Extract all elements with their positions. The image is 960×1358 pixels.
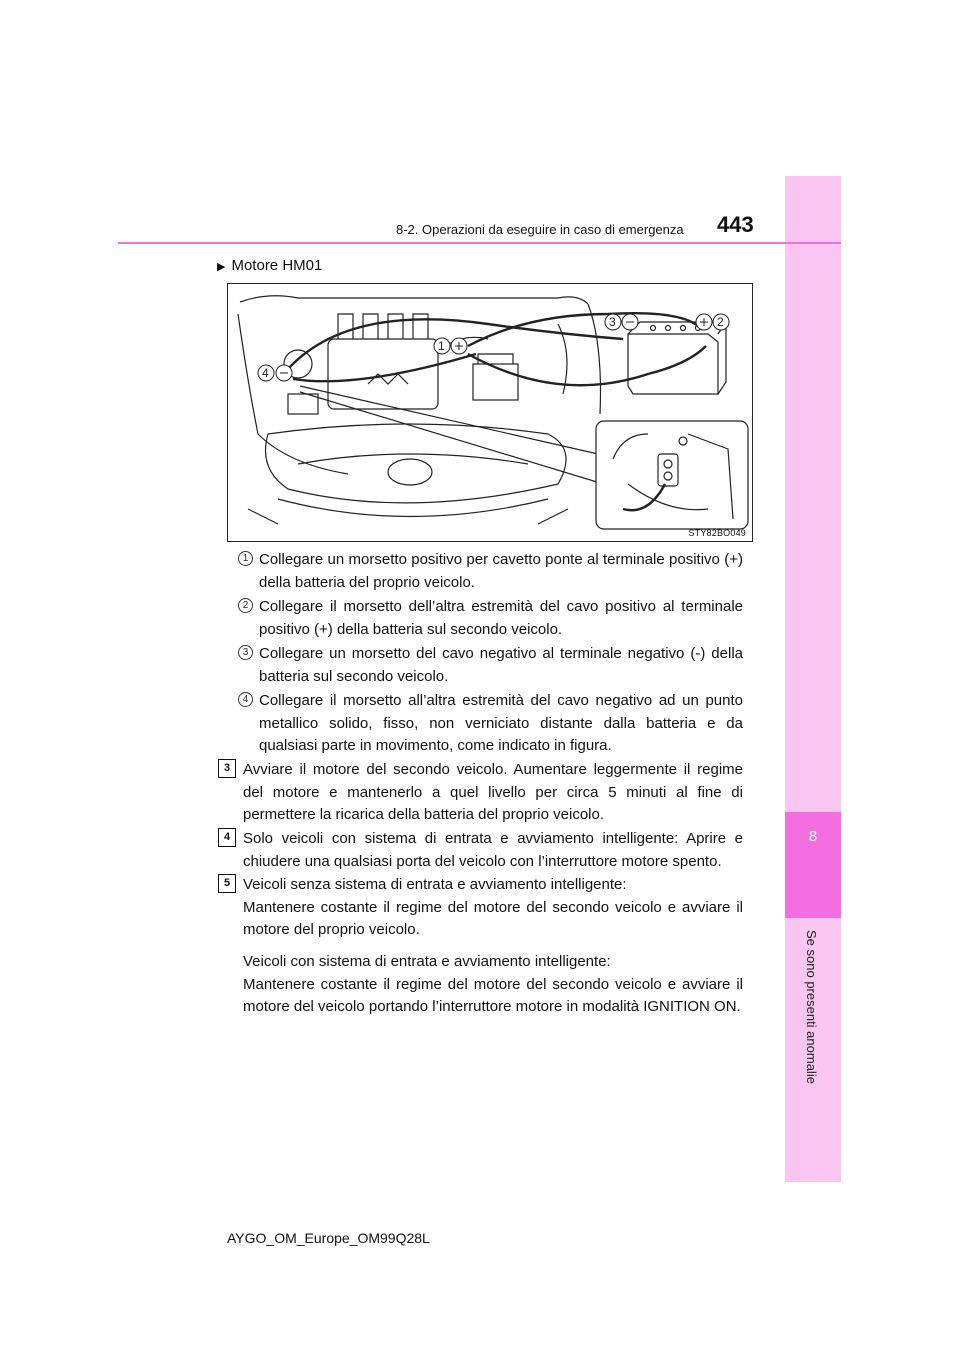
step-instruction: Mantenere costante il regime del motore del secondo veicolo e avviare il motore del proprio veicolo. (243, 898, 743, 938)
sub-step-text: Collegare un morsetto del cavo negativo al terminale negativo (-) della batteria sul secondo veicolo. (259, 645, 743, 685)
sub-step-text: Collegare il morsetto dell’altra estremità del cavo positivo al terminale positivo (+) della batteria sul secondo veicolo. (259, 598, 743, 638)
svg-text:2: 2 (717, 315, 724, 329)
subheading-text: Motore HM01 (231, 257, 323, 274)
engine-bay-illustration (227, 283, 753, 542)
section-title: 8-2. Operazioni da eseguire in caso di emergenza (396, 222, 684, 237)
step-instruction: Mantenere costante il regime del motore del secondo veicolo e avviare il motore del veicolo portando l’interruttore motore in modalità IGNITION ON. (243, 975, 743, 1015)
engine-bay-drawing (228, 284, 753, 542)
subheading (217, 257, 322, 274)
sub-step-marker: 4 (238, 692, 253, 707)
chapter-name: Se sono presenti anomalie (804, 930, 819, 1084)
header-rule (118, 242, 841, 244)
sub-step-marker: 1 (238, 551, 253, 566)
sub-step-text: Collegare il morsetto all’altra estremità del cavo negativo ad un punto metallico solido, fisso, non verniciato distante dalla batteria e da qualsiasi parte in movimento, come indicato in figura. (259, 692, 743, 754)
step-condition: Veicoli senza sistema di entrata e avviamento intelligente: (243, 876, 627, 893)
step-number-box: 5 (218, 874, 236, 893)
page-number: 443 (717, 212, 754, 237)
figure-code: STY82BO049 (688, 528, 746, 538)
sub-step-marker: 3 (238, 645, 253, 660)
triangle-bullet-icon: ▶ (217, 261, 226, 273)
svg-text:1: 1 (438, 339, 445, 353)
step-extra-text (243, 951, 743, 1019)
step-text: Avviare il motore del secondo veicolo. Aumentare leggermente il regime del motore e mantenerlo a quel livello per circa 5 minuti al fine di permettere la ricarica della batteria del proprio veicolo. (243, 761, 743, 823)
chapter-number: 8 (808, 828, 818, 845)
sub-step-marker: 2 (238, 598, 253, 613)
step-text (243, 874, 743, 942)
sub-step-text: Collegare un morsetto positivo per cavetto ponte al terminale positivo (+) della batteria del proprio veicolo. (259, 551, 743, 591)
document-code-footer: AYGO_OM_Europe_OM99Q28L (227, 1230, 430, 1246)
step-number-box: 4 (218, 828, 236, 847)
step-text: Solo veicoli con sistema di entrata e avviamento intelligente: Aprire e chiudere una qualsiasi porta del veicolo con l’interruttore motore spento. (243, 830, 743, 870)
svg-text:3: 3 (609, 315, 616, 329)
step-number-box: 3 (218, 759, 236, 778)
svg-text:4: 4 (262, 366, 269, 380)
step-condition: Veicoli con sistema di entrata e avviamento intelligente: (243, 953, 611, 970)
